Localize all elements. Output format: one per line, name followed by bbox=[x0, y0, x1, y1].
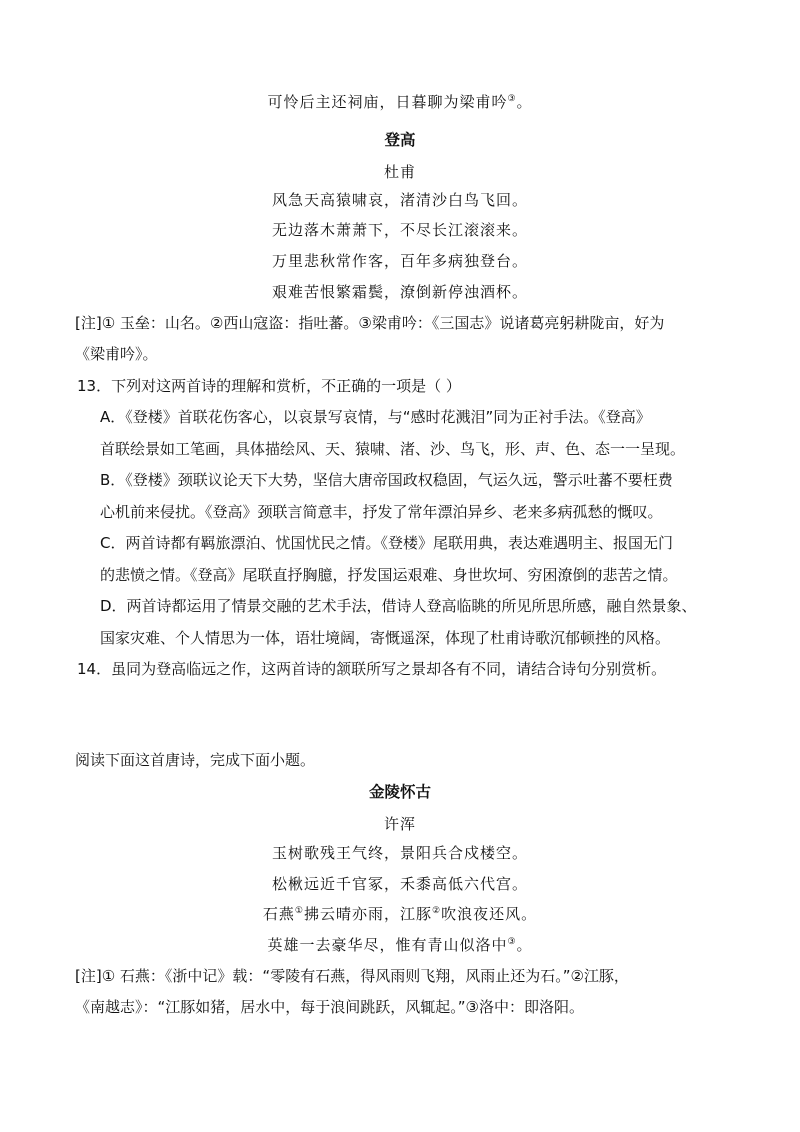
footnote-marker: ③ bbox=[507, 937, 517, 947]
poem3-line-part: 。 bbox=[516, 936, 533, 954]
poem3-line bbox=[0, 935, 800, 955]
poem3-line-part: 吹浪夜还风。 bbox=[441, 905, 538, 923]
question-13-option-d-cont: 国家灾难、个人情思为一体，语壮境阔，寄慨遥深，体现了杜甫诗歌沉郁顿挫的风格。 bbox=[100, 629, 671, 647]
question-14-stem: 14．虽同为登高临远之作，这两首诗的颔联所写之景却各有不同，请结合诗句分别赏析。 bbox=[77, 660, 667, 678]
question-13-option-a: A．《登楼》首联花伤客心，以哀景写哀情，与“感时花溅泪”同为正衬手法。《登高》 bbox=[100, 408, 651, 426]
poem3-line: 玉树歌残王气终，景阳兵合戍楼空。 bbox=[271, 844, 528, 862]
question-13-option-a-cont: 首联绘景如工笔画，具体描绘风、天、猿啸、渚、沙、鸟飞，形、声、色、态一一呈现。 bbox=[100, 440, 686, 458]
note2-line2: 《南越志》：“江豚如猪，居水中，每于浪间跳跃，风辄起。”③洛中：即洛阳。 bbox=[75, 998, 584, 1016]
footnote-marker: ② bbox=[432, 906, 442, 916]
question-13-option-d: D．两首诗都运用了情景交融的艺术手法，借诗人登高临眺的所见所思所感，融自然景象、 bbox=[100, 597, 697, 615]
footnote-marker: ③ bbox=[507, 94, 517, 104]
poem2-line: 艰难苦恨繁霜鬓，潦倒新停浊酒杯。 bbox=[271, 283, 528, 301]
question-13-stem: 13．下列对这两首诗的理解和赏析，不正确的一项是（ ） bbox=[77, 377, 461, 395]
question-13-option-c-cont: 的悲愤之情。《登高》尾联直抒胸臆，抒发国运艰难、身世坎坷、穷困潦倒的悲苦之情。 bbox=[100, 566, 678, 584]
poem1-last-line-end: 。 bbox=[516, 93, 533, 111]
note2-line1: [注]① 石燕：《浙中记》载：“零陵有石燕，得风雨则飞翔，风雨止还为石。”②江豚， bbox=[75, 967, 629, 985]
question-13-option-b-cont: 心机前来侵扰。《登高》颈联言简意丰，抒发了常年漂泊异乡、老来多病孤愁的慨叹。 bbox=[100, 503, 663, 521]
poem3-line-part: 英雄一去豪华尽，惟有青山似洛中 bbox=[267, 936, 508, 954]
poem3-author: 许浑 bbox=[383, 815, 416, 833]
poem2-line: 无边落木萧萧下，不尽长江滚滚来。 bbox=[271, 221, 528, 239]
poem1-last-line-text: 可怜后主还祠庙，日暮聊为梁甫吟 bbox=[267, 93, 508, 111]
question-13-option-c: C．两首诗都有羁旅漂泊、忧国忧民之情。《登楼》尾联用典，表达难遇明主、报国无门 bbox=[100, 534, 673, 552]
question-13-option-b: B．《登楼》颈联议论天下大势，坚信大唐帝国政权稳固，气运久远，警示吐蕃不要枉费 bbox=[100, 471, 673, 489]
poem1-last-line bbox=[0, 92, 800, 112]
poem3-line-part: 拂云晴亦雨，江豚 bbox=[303, 905, 432, 923]
poem3-title: 金陵怀古 bbox=[368, 782, 431, 801]
poem3-line-part: 石燕 bbox=[262, 905, 295, 923]
poem2-author: 杜甫 bbox=[383, 163, 416, 181]
section2-intro: 阅读下面这首唐诗，完成下面小题。 bbox=[75, 751, 316, 769]
poem2-line: 万里悲秋常作客，百年多病独登台。 bbox=[271, 252, 528, 270]
poem3-line: 松楸远近千官冢，禾黍高低六代宫。 bbox=[271, 875, 528, 893]
note1-line2: 《梁甫吟》。 bbox=[75, 345, 158, 363]
poem2-title: 登高 bbox=[384, 130, 416, 149]
poem3-line bbox=[0, 904, 800, 924]
poem2-line: 风急天高猿啸哀，渚清沙白鸟飞回。 bbox=[271, 191, 528, 209]
footnote-marker: ① bbox=[294, 906, 304, 916]
note1-line1: [注]① 玉垒：山名。②西山寇盗：指吐蕃。③梁甫吟：《三国志》说诸葛亮躬耕陇亩，好为 bbox=[75, 314, 665, 332]
